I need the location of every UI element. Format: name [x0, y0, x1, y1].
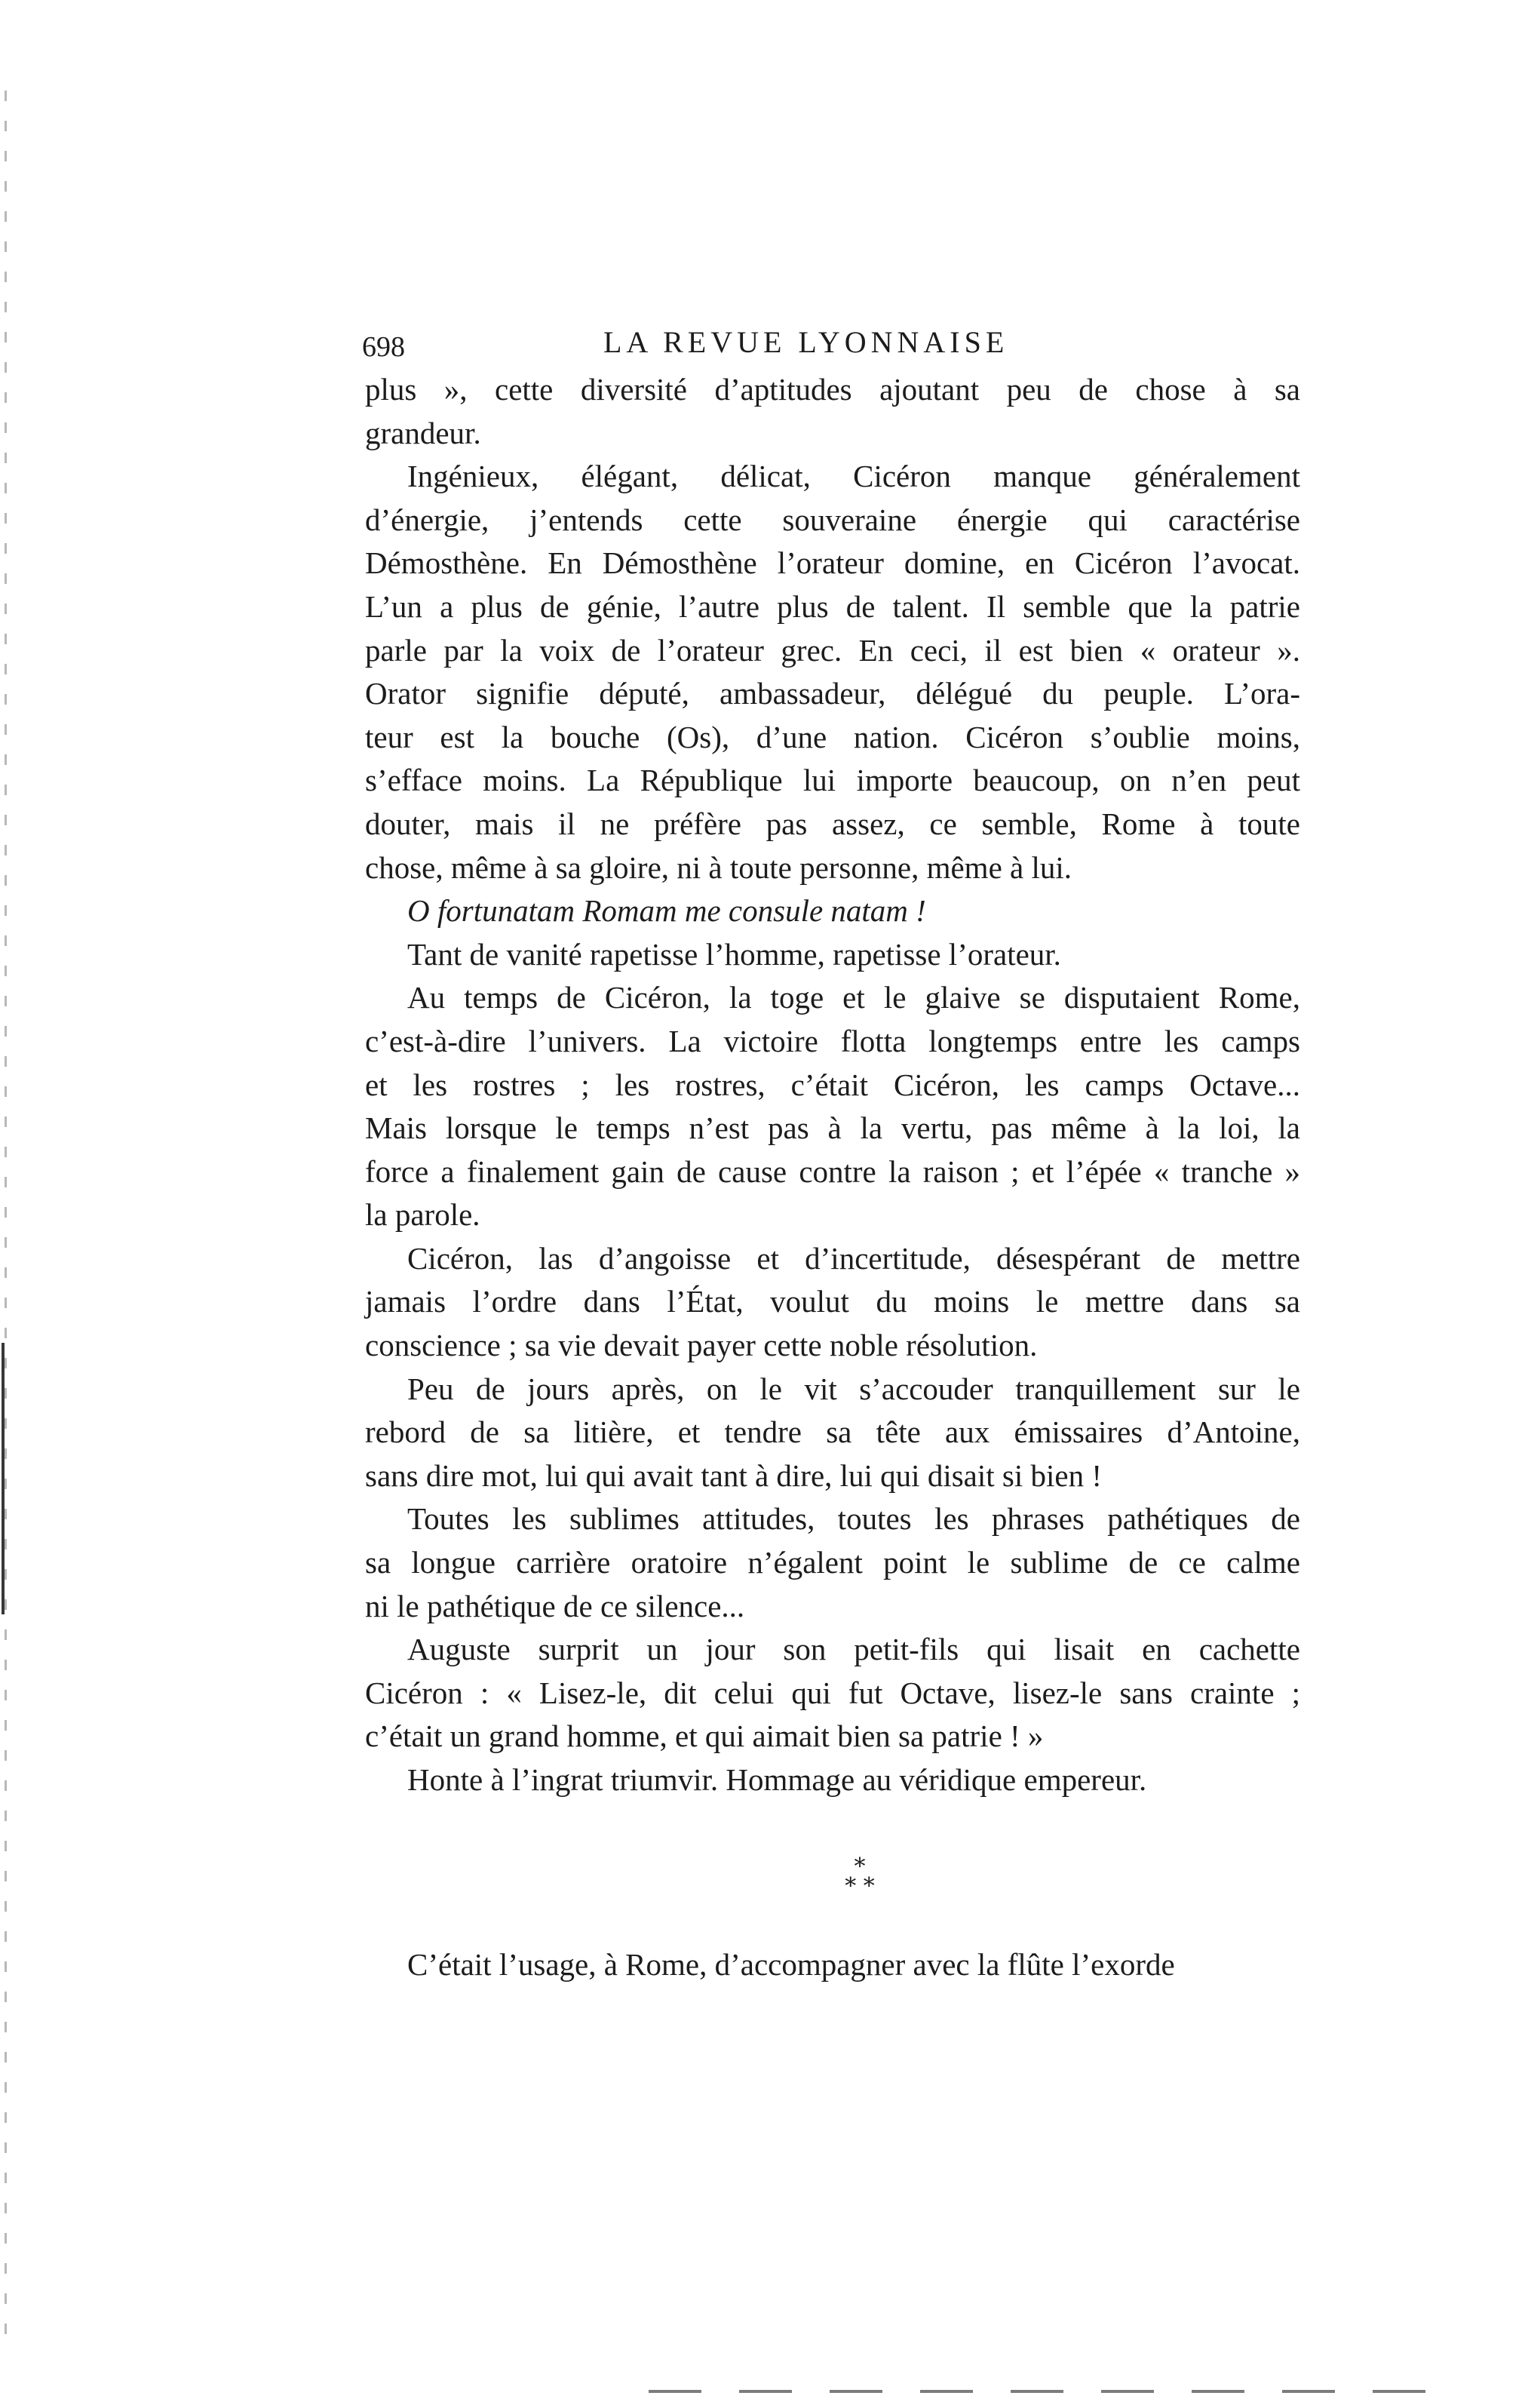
text-line: Honte à l’ingrat triumvir. Hommage au véridique empereur. — [407, 1762, 1147, 1797]
text-line: force a finalement gain de cause contre la raison ; et l’épée « tranche » — [365, 1153, 1300, 1189]
text-line-final: C’était l’usage, à Rome, d’accompagner avec la flûte l’exorde — [407, 1947, 1175, 1982]
section-separator — [830, 1854, 890, 1900]
text-line: parle par la voix de l’orateur grec. En ceci, il est bien « orateur ». — [365, 632, 1300, 668]
text-line: conscience ; sa vie devait payer cette noble résolution. — [365, 1328, 1038, 1363]
text-line: Mais lorsque le temps n’est pas à la vertu, pas même à la loi, la — [365, 1110, 1300, 1146]
text-line: chose, même à sa gloire, ni à toute personne, même à lui. — [365, 849, 1072, 885]
scan-margin-mark — [5, 91, 7, 2354]
text-line: Ingénieux, élégant, délicat, Cicéron manque généralement — [407, 459, 1300, 494]
text-line: c’était un grand homme, et qui aimait bien sa patrie ! » — [365, 1718, 1044, 1754]
text-line: et les rostres ; les rostres, c’était Cicéron, les camps Octave... — [365, 1067, 1300, 1102]
text-line: Démosthène. En Démosthène l’orateur domine, en Cicéron l’avocat. — [365, 545, 1300, 581]
text-line: Cicéron, las d’angoisse et d’incertitude, désespérant de mettre — [407, 1240, 1300, 1276]
page-number: 698 — [362, 331, 405, 363]
text-line: d’énergie, j’entends cette souveraine énergie qui caractérise — [365, 502, 1300, 537]
text-line: c’est-à-dire l’univers. La victoire flotta longtemps entre les camps — [365, 1023, 1300, 1058]
latin-quote: O fortunatam Romam me consule natam ! — [407, 893, 926, 929]
text-line: plus », cette diversité d’aptitudes ajoutant peu de chose à sa — [365, 372, 1300, 407]
running-title: LA REVUE LYONNAISE — [603, 325, 1009, 359]
text-line: Tant de vanité rapetisse l’homme, rapetisse l’orateur. — [407, 936, 1061, 972]
text-line: grandeur. — [365, 415, 481, 450]
text-line: Orator signifie député, ambassadeur, délégué du peuple. L’ora- — [365, 676, 1300, 711]
text-line: Auguste surprit un jour son petit-fils qui lisait en cachette — [407, 1632, 1300, 1667]
text-line: L’un a plus de génie, l’autre plus de talent. Il semble que la patrie — [365, 588, 1300, 624]
text-line: sa longue carrière oratoire n’égalent point le sublime de ce calme — [365, 1545, 1300, 1580]
text-line: s’efface moins. La République lui importe beaucoup, on n’en peut — [365, 763, 1300, 798]
text-line: jamais l’ordre dans l’État, voulut du moins le mettre dans sa — [365, 1284, 1300, 1319]
scan-margin-mark-bold — [2, 1343, 5, 1614]
text-line: Au temps de Cicéron, la toge et le glaive se disputaient Rome, — [407, 980, 1300, 1015]
body-text — [365, 368, 1300, 1802]
text-line: Toutes les sublimes attitudes, toutes les phrases pathétiques de — [407, 1501, 1300, 1537]
scan-footer-mark — [649, 2390, 1448, 2393]
text-line: rebord de sa litière, et tendre sa tête aux émissaires d’Antoine, — [365, 1414, 1300, 1450]
text-line: Cicéron : « Lisez-le, dit celui qui fut Octave, lisez-le sans crainte ; — [365, 1675, 1300, 1710]
text-line: la parole. — [365, 1197, 480, 1233]
text-line: sans dire mot, lui qui avait tant à dire, lui qui disait si bien ! — [365, 1457, 1102, 1493]
separator-star-top: * — [854, 1854, 866, 1880]
separator-stars-bottom: * * — [845, 1873, 875, 1900]
text-line: ni le pathétique de ce silence... — [365, 1588, 745, 1623]
text-line: Peu de jours après, on le vit s’accouder tranquillement sur le — [407, 1371, 1300, 1406]
text-line: teur est la bouche (Os), d’une nation. Cicéron s’oublie moins, — [365, 719, 1300, 754]
text-line: douter, mais il ne préfère pas assez, ce semble, Rome à toute — [365, 806, 1300, 841]
